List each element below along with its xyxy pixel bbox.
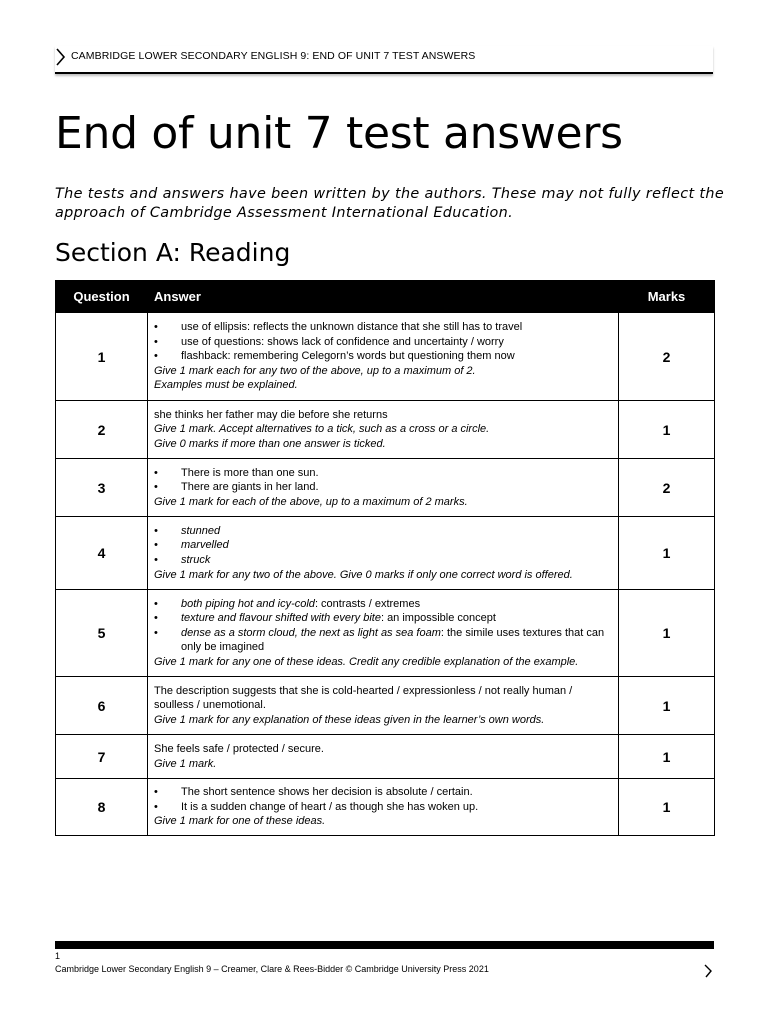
table-row	[56, 401, 715, 459]
marking-note: Give 1 mark for any explanation of these ideas given in the learner’s own words.	[154, 713, 545, 726]
list-item: • struck	[154, 553, 612, 568]
list-item: • flashback: remembering Celegorn’s words but questioning them now	[154, 349, 612, 364]
header-text: CAMBRIDGE LOWER SECONDARY ENGLISH 9: END OF UNIT 7 TEST ANSWERS	[71, 50, 476, 62]
question-number: 2	[56, 401, 148, 459]
table-row	[56, 459, 715, 517]
answer-cell	[148, 313, 619, 401]
footer-bar	[55, 941, 714, 949]
marking-note: Examples must be explained.	[154, 379, 298, 392]
question-number: 5	[56, 590, 148, 677]
marks-value: 1	[619, 735, 715, 779]
marks-value: 1	[619, 401, 715, 459]
table-row	[56, 590, 715, 677]
question-number: 3	[56, 459, 148, 517]
marking-note: Give 1 mark each for any two of the above, up to a maximum of 2.	[154, 364, 476, 377]
answer-cell	[148, 779, 619, 836]
list-item: • marvelled	[154, 538, 612, 553]
list-item: • It is a sudden change of heart / as though she has woken up.	[154, 800, 612, 815]
quote-text: dense as a storm cloud, the next as light as sea foam	[181, 626, 441, 639]
marks-value: 1	[619, 590, 715, 677]
chevron-right-icon	[55, 48, 67, 66]
section-heading: Section A: Reading	[55, 238, 291, 267]
table-row	[56, 779, 715, 836]
answer-header: Answer	[148, 281, 619, 313]
question-header: Question	[56, 281, 148, 313]
answers-table	[55, 280, 715, 836]
marking-note: Give 1 mark for any two of the above. Give 0 marks if only one correct word is offered.	[154, 568, 573, 581]
list-item: • The short sentence shows her decision is absolute / certain.	[154, 785, 612, 800]
marking-note: Give 1 mark for any one of these ideas. Credit any credible explanation of the example.	[154, 655, 579, 668]
question-number: 1	[56, 313, 148, 401]
answer-cell	[148, 677, 619, 735]
table-row	[56, 735, 715, 779]
answer-cell	[148, 517, 619, 590]
list-item: • use of ellipsis: reflects the unknown distance that she still has to travel	[154, 320, 612, 335]
marks-value: 2	[619, 313, 715, 401]
list-item: • There is more than one sun.	[154, 466, 612, 481]
marks-value: 1	[619, 677, 715, 735]
marking-note: Give 0 marks if more than one answer is ticked.	[154, 437, 386, 450]
table-row	[56, 517, 715, 590]
list-item: • There are giants in her land.	[154, 480, 612, 495]
answer-cell	[148, 401, 619, 459]
chevron-right-icon	[703, 964, 713, 978]
marking-note: Give 1 mark.	[154, 757, 217, 770]
marking-note: Give 1 mark for each of the above, up to a maximum of 2 marks.	[154, 495, 468, 508]
intro-text: The tests and answers have been written by the authors. These may not fully reflect the approach of Cambridge Assessment International Education.	[55, 186, 725, 221]
answer-list	[154, 597, 612, 655]
page-number: 1	[55, 951, 61, 961]
answer-list	[154, 466, 612, 495]
answer-cell	[148, 735, 619, 779]
answer-text: she thinks her father may die before she returns	[154, 408, 388, 421]
answer-cell	[148, 459, 619, 517]
quote-text: both piping hot and icy-cold	[181, 597, 315, 610]
question-number: 8	[56, 779, 148, 836]
explanation-text: : the simile uses textures that can only be imagined	[181, 626, 605, 654]
marks-value: 1	[619, 779, 715, 836]
question-number: 6	[56, 677, 148, 735]
footer-text: Cambridge Lower Secondary English 9 – Creamer, Clare & Rees-Bidder © Cambridge University Press 2021	[55, 964, 489, 974]
list-item	[154, 611, 612, 626]
marking-note: Give 1 mark. Accept alternatives to a tick, such as a cross or a circle.	[154, 423, 490, 436]
answer-text: She feels safe / protected / secure.	[154, 742, 324, 755]
marking-note: Give 1 mark for one of these ideas.	[154, 815, 326, 828]
marks-header: Marks	[619, 281, 715, 313]
list-item	[154, 597, 612, 612]
list-item	[154, 626, 612, 655]
explanation-text: : an impossible concept	[380, 612, 496, 625]
answer-list	[154, 524, 612, 568]
question-number: 7	[56, 735, 148, 779]
table-row	[56, 677, 715, 735]
answer-text: The description suggests that she is cold-hearted / expressionless / not really human / soulless / unemotional.	[154, 684, 573, 712]
table-header-row	[56, 281, 715, 313]
answer-list	[154, 785, 612, 814]
quote-text: texture and flavour shifted with every bite	[181, 612, 381, 625]
question-number: 4	[56, 517, 148, 590]
answer-cell	[148, 590, 619, 677]
list-item: • stunned	[154, 524, 612, 539]
page-title: End of unit 7 test answers	[55, 108, 623, 159]
table-row	[56, 313, 715, 401]
explanation-text: : contrasts / extremes	[314, 597, 421, 610]
marks-value: 1	[619, 517, 715, 590]
marks-value: 2	[619, 459, 715, 517]
list-item: • use of questions: shows lack of confidence and uncertainty / worry	[154, 335, 612, 350]
running-header	[55, 46, 713, 74]
answer-list	[154, 320, 612, 364]
